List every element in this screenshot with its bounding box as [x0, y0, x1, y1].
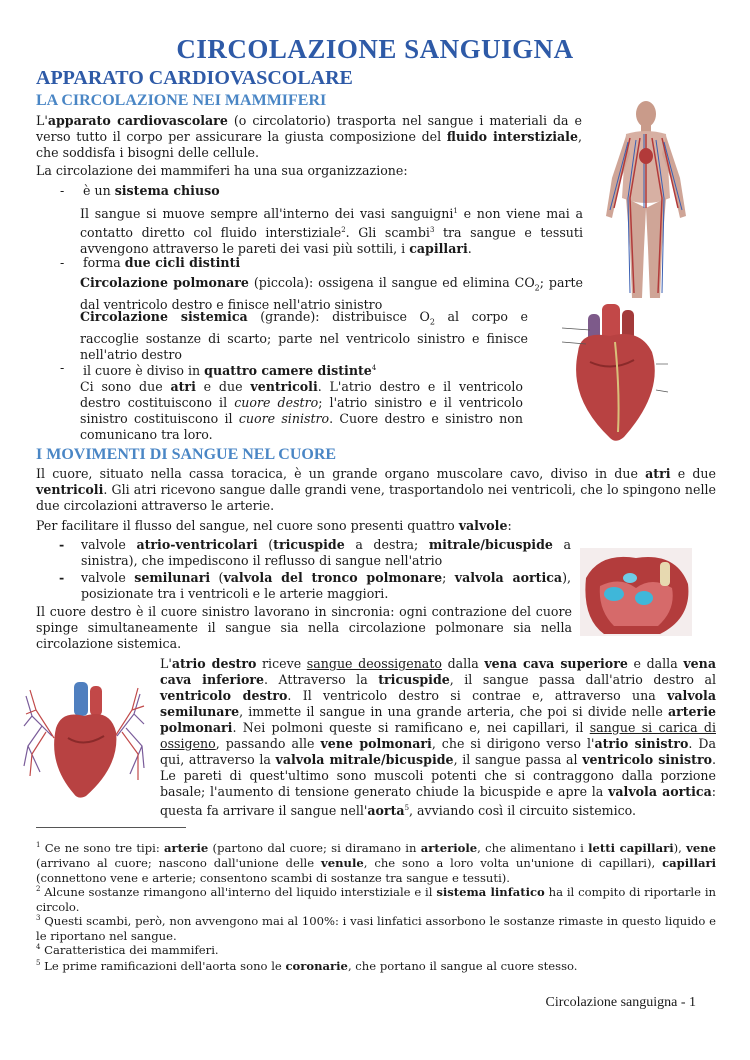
- text-run: (: [257, 537, 274, 552]
- text-run: , che sono a loro volta un'unione di capillari),: [363, 855, 663, 870]
- footnote-1: [36, 838, 716, 886]
- term-capillari: capillari: [409, 241, 468, 257]
- human-circulatory-system-image: [600, 98, 692, 303]
- text-run: al corpo e raccoglie sostanze di scarto; parte nel ventricolo sinistro e finisce nell'atrio destro: [80, 309, 529, 362]
- bullet-dash: -: [60, 360, 65, 375]
- paragraph-blood-path: [160, 656, 716, 819]
- term: mitrale/bicuspide: [428, 537, 553, 552]
- text-run: (piccola): ossigena il sangue ed elimina CO: [248, 275, 535, 290]
- heart-valves-image: [580, 548, 692, 636]
- footnote-ref: 3: [429, 226, 435, 235]
- text-run: Questi scambi, però, non avvengono mai al 100%: i vasi linfatici assorbono le sostanze rimaste in questo liquido e le riportano nel sangue.: [36, 913, 716, 943]
- term: tricuspide: [378, 672, 450, 687]
- text-run: e non viene mai a contatto diretto col fluido interstiziale: [80, 206, 583, 241]
- text-run: ;: [442, 570, 455, 585]
- term: valvola aortica: [454, 570, 563, 585]
- text-run: Caratteristica dei mammiferi.: [40, 942, 219, 957]
- text-run: Ci sono due: [80, 379, 171, 394]
- text-run: , passando alle: [215, 736, 321, 751]
- paragraph-organization: La circolazione dei mammiferi ha una sua organizzazione:: [36, 163, 408, 178]
- text-run: .: [467, 241, 472, 257]
- text-run: . Nei polmoni queste si ramificano e, nei capillari, il: [232, 720, 590, 735]
- underlined-term: sangue deossigenato: [306, 656, 442, 671]
- term: arterie polmonari: [160, 704, 716, 735]
- text-run: , che alimentano i: [477, 840, 589, 855]
- bullet-closed-system-text: [80, 203, 583, 257]
- term: semilunari: [134, 570, 211, 585]
- bullet-dash: -: [60, 183, 65, 198]
- footnote-ref: 5: [404, 804, 410, 812]
- text-run: ),: [673, 840, 687, 855]
- text-run: (: [210, 570, 224, 585]
- text-run: ; l'atrio sinistro e il ventricolo sinistro costituiscono il: [80, 395, 523, 426]
- term-four-chambers: quattro camere distinte: [204, 363, 372, 379]
- term: vene polmonari: [320, 736, 432, 751]
- text-run: a sinistra), che impediscono il reflusso di sangue nell'atrio: [81, 537, 572, 568]
- footnote-5: [36, 956, 716, 974]
- term: valvola semilunare: [160, 688, 716, 719]
- subscript: 2: [534, 283, 540, 293]
- footnote-ref: 4: [371, 364, 377, 372]
- text-run: . Gli scambi: [345, 225, 430, 241]
- footnote-2: [36, 882, 716, 915]
- text-run: Per facilitare il flusso del sangue, nel cuore sono presenti quattro: [36, 518, 459, 533]
- text-run: :: [507, 518, 512, 533]
- term: sistema linfatico: [436, 884, 545, 899]
- term: aorta: [367, 803, 405, 819]
- heart-anatomy-image: [560, 302, 670, 447]
- term: atrio-ventricolari: [136, 537, 258, 552]
- term: valvola del tronco polmonare: [223, 570, 443, 585]
- text-run: . Cuore destro e sinistro non comunicano tra loro.: [80, 411, 523, 442]
- term: capillari: [662, 855, 716, 870]
- text-run: ; parte dal ventricolo destro e finisce nell'atrio sinistro: [80, 275, 583, 312]
- page-footer: Circolazione sanguigna - 1: [545, 995, 696, 1010]
- term-closed-system: sistema chiuso: [114, 183, 220, 198]
- text-run: L': [36, 113, 48, 128]
- text-run: : questa fa arrivare il sangue nell': [160, 784, 716, 819]
- term: arterie: [164, 840, 209, 855]
- text-run: Ce ne sono tre tipi:: [40, 840, 165, 855]
- text-run: L': [160, 656, 172, 671]
- text-run: . L'atrio destro e il ventricolo destro costituiscono il: [80, 379, 523, 410]
- text-run: ha il compito di riportarle in circolo.: [36, 884, 717, 914]
- text-run: (partono dal cuore; si diramano in: [208, 840, 421, 855]
- text-run: forma: [83, 255, 125, 270]
- subsection-heading-movements: I MOVIMENTI DI SANGUE NEL CUORE: [36, 446, 337, 463]
- text-run: , il sangue passa dall'atrio destro al: [449, 672, 716, 687]
- term: ventricolo destro: [160, 688, 288, 703]
- term-pulmonary: Circolazione polmonare: [80, 275, 249, 290]
- text-run: . Da qui, attraverso la: [160, 736, 716, 767]
- text-run: , il sangue passa al: [453, 752, 583, 767]
- text-run: (grande): distribuisce O: [247, 309, 430, 324]
- text-run: , che portano il sangue al cuore stesso.: [347, 958, 578, 973]
- term: atrio destro: [171, 656, 257, 671]
- footnote-divider: [36, 827, 186, 828]
- text-run: (connettono vene e arterie; consentono scambi di sostanze tra sangue e tessuti).: [36, 870, 510, 885]
- underlined-term: sangue si carica di ossigeno: [160, 720, 716, 751]
- footnote-ref: 1: [453, 207, 458, 215]
- text-run: il cuore è diviso in: [83, 363, 205, 379]
- bullet-four-chambers: [83, 360, 533, 379]
- text-run: . Gli atri ricevono sangue dalle grandi vene, trasportandolo nei ventricoli, che lo spingono nelle due circolazioni attraverso le arterie.: [36, 482, 716, 513]
- term: valvola mitrale/bicuspide: [275, 752, 454, 767]
- term: vene: [686, 840, 717, 855]
- paragraph-heart: [36, 466, 716, 514]
- page-title: CIRCOLAZIONE SANGUIGNA: [176, 34, 574, 64]
- bullet-dash: -: [60, 255, 65, 270]
- footnote-number: 1: [36, 841, 41, 849]
- term-fluido: fluido interstiziale: [446, 129, 578, 144]
- paragraph-synchrony: Il cuore destro è il cuore sinistro lavorano in sincronia: ogni contrazione del cuore spinge simultaneamente il sangue sia nella circolazione polmonare sia nella circolazione sistemica.: [36, 604, 572, 651]
- term-cuore-sinistro: cuore sinistro: [238, 411, 330, 426]
- subsection-heading-mammals: LA CIRCOLAZIONE NEI MAMMIFERI: [36, 92, 327, 109]
- text-run: , avviando così il circuito sistemico.: [409, 803, 637, 819]
- footnote-number: 4: [36, 943, 41, 951]
- bullet-four-chambers-text: [80, 379, 523, 443]
- term: tricuspide: [273, 537, 345, 552]
- paragraph-intro: [36, 113, 582, 161]
- term: ventricolo sinistro: [582, 752, 712, 767]
- text-run: Il sangue si muove sempre all'interno dei vasi sanguigni: [80, 206, 454, 222]
- paragraph-valves: [36, 518, 716, 534]
- text-run: dalla: [441, 656, 485, 671]
- text-run: valvole: [81, 570, 135, 585]
- valve-semilunar: [81, 570, 571, 602]
- term-atri: atri: [645, 466, 671, 481]
- term-two-cycles: due cicli distinti: [124, 255, 241, 270]
- text-run: (arrivano al cuore; nascono dall'unione delle: [36, 855, 322, 870]
- footnote-number: 3: [36, 914, 41, 922]
- systemic-circulation: [80, 309, 528, 363]
- pulmonary-circulation: [80, 275, 583, 313]
- term-apparato: apparato cardiovascolare: [47, 113, 228, 128]
- text-run: a destra;: [344, 537, 429, 552]
- term-atri: atri: [170, 379, 196, 394]
- term-systemic: Circolazione sistemica: [80, 309, 248, 324]
- section-heading: APPARATO CARDIOVASCOLARE: [36, 67, 353, 89]
- term: letti capillari: [588, 840, 674, 855]
- text-run: , che soddisfa i bisogni delle cellule.: [36, 129, 582, 160]
- term: vena cava inferiore: [160, 656, 716, 687]
- text-run: . Il ventricolo destro si contrae e, attraverso una: [287, 688, 668, 703]
- term: atrio sinistro: [594, 736, 689, 751]
- text-run: e dalla: [627, 656, 684, 671]
- footnote-number: 5: [36, 959, 41, 967]
- term-valvole: valvole: [458, 518, 508, 533]
- text-run: , che si dirigono verso l': [431, 736, 595, 751]
- bullet-two-cycles: [83, 255, 583, 271]
- term: arteriole: [420, 840, 478, 855]
- heart-with-vessels-image: [22, 676, 147, 801]
- text-run: e due: [670, 466, 716, 481]
- term: valvola aortica: [608, 784, 712, 799]
- text-run: . Le pareti di quest'ultimo sono muscoli potenti che si contraggono dalla porzione basale; l'aumento di tensione generato chiude la bicuspide e apre la: [160, 752, 717, 799]
- text-run: tra sangue e tessuti avvengono attraverso le pareti dei vasi più sottili, i: [80, 225, 583, 257]
- text-run: ), posizionate tra i ventricoli e le arterie maggiori.: [81, 570, 572, 601]
- text-run: , immette il sangue in una grande arteria, che poi si divide nelle: [239, 704, 668, 719]
- text-run: valvole: [81, 537, 137, 552]
- text-run: (o circolatorio) trasporta nel sangue i materiali da e verso tutto il corpo per assicurare la giusta composizione del: [36, 113, 582, 144]
- text-run: . Attraverso la: [264, 672, 379, 687]
- list-bullet: -: [59, 537, 65, 552]
- term-ventricoli: ventricoli: [36, 482, 104, 497]
- text-run: Il cuore, situato nella cassa toracica, è un grande organo muscolare cavo, diviso in due: [36, 466, 646, 481]
- list-bullet: -: [59, 570, 65, 585]
- footnote-ref: 2: [341, 226, 346, 235]
- term: venule: [321, 855, 364, 870]
- text-run: Alcune sostanze rimangono all'interno del liquido interstiziale e il: [40, 884, 437, 899]
- term: vena cava superiore: [484, 656, 628, 671]
- bullet-closed-system: [83, 183, 583, 199]
- subscript: 2: [429, 317, 435, 327]
- footnote-3: [36, 911, 716, 944]
- text-run: riceve: [256, 656, 307, 671]
- term-ventricoli: ventricoli: [250, 379, 318, 394]
- valve-atrioventricular: [81, 537, 571, 569]
- footnote-number: 2: [36, 885, 41, 893]
- text-run: e due: [195, 379, 251, 394]
- text-run: Le prime ramificazioni dell'aorta sono le: [40, 958, 286, 973]
- term-cuore-destro: cuore destro: [234, 395, 319, 410]
- term: coronarie: [285, 958, 348, 973]
- text-run: è un: [83, 183, 115, 198]
